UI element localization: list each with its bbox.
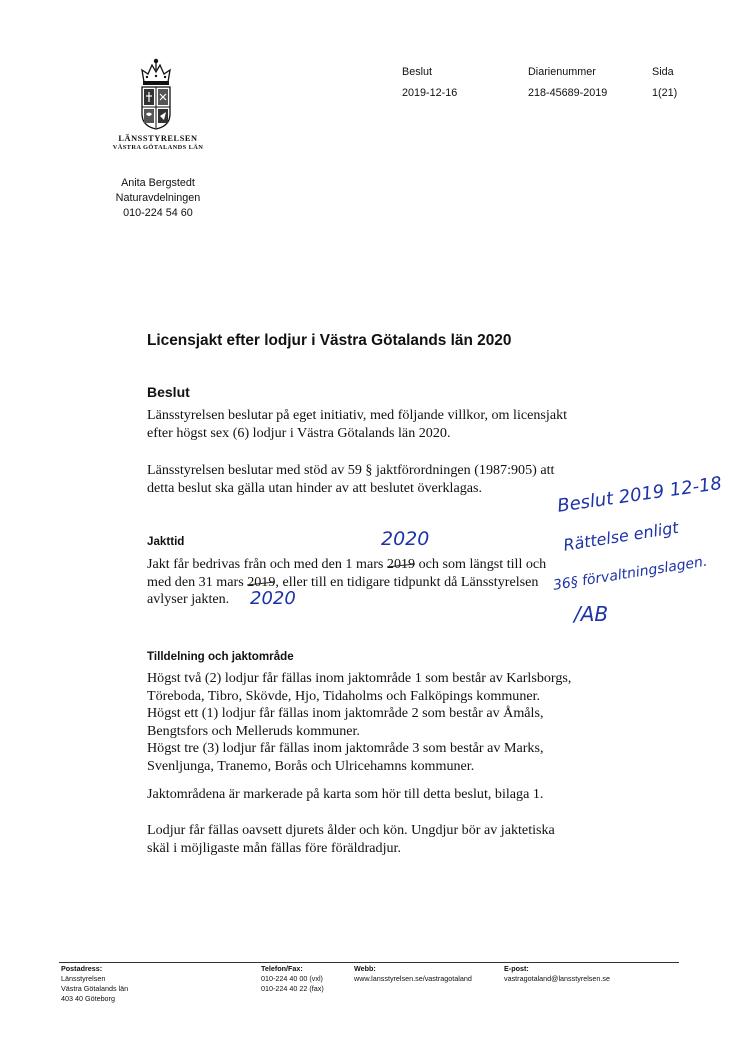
jakttid-paragraph: Jakt får bedrivas från och med den 1 mars 2019 och som längst till och med den 31 mars 2019, eller till en tidigare tidpunkt då Länsstyrelsen avlyser jakten. xyxy=(147,556,547,608)
handwritten-note-signature: /AB xyxy=(574,602,609,626)
doc-type-label: Beslut xyxy=(402,66,433,78)
struck-year-2: 2019 xyxy=(247,573,276,590)
footer-email: E-post: vastragotaland@lansstyrelsen.se xyxy=(504,964,610,983)
tilldelning-paragraph-1: Högst två (2) lodjur får fällas inom jaktområde 1 som består av Karlsborgs, Töreboda, Tibro, Skövde, Hjo, Tidaholms och Falköpings kommuner. Högst ett (1) lodjur får fällas inom jaktområde 2 som består av Åmåls, Bengtsfors och Melleruds kommuner. Högst tre (3) lodjur får fällas inom jaktområde 3 som består av Marks, Svenljunga, Tranemo, Borås och Ulricehamns kommuner. xyxy=(147,670,572,774)
footer-email-link[interactable]: vastragotaland@lansstyrelsen.se xyxy=(504,974,610,983)
diarienummer-label: Diarienummer xyxy=(528,66,596,78)
footer-web-link[interactable]: www.lansstyrelsen.se/vastragotaland xyxy=(354,974,472,983)
meta-doc-type xyxy=(402,65,457,101)
doc-date: 2019-12-16 xyxy=(402,87,458,99)
diarienummer-value: 218-45689-2019 xyxy=(528,87,608,99)
struck-year-1: 2019 xyxy=(386,556,416,572)
agency-name: LÄNSSTYRELSEN xyxy=(118,134,198,143)
footer-postal-address: Postadress: Länsstyrelsen Västra Götalands län 403 40 Göteborg xyxy=(61,964,129,1003)
contact-phone: 010-224 54 60 xyxy=(123,207,193,219)
meta-sida xyxy=(652,65,677,101)
beslut-paragraph-1: Länsstyrelsen beslutar på eget initiativ, med följande villkor, om licensjakt efter högst sex (6) lodjur i Västra Götalands län 2020. xyxy=(147,407,568,441)
tilldelning-paragraph-2: Jaktområdena är markerade på karta som hör till detta beslut, bilaga 1. xyxy=(147,786,544,802)
tilldelning-paragraph-3: Lodjur får fällas oavsett djurets ålder och kön. Ungdjur bör av jaktetiska skäl i möjligaste mån fällas före föräldradjur. xyxy=(147,822,555,856)
sida-label: Sida xyxy=(652,66,674,78)
handwritten-note-line-3: 36§ förvaltningslagen. xyxy=(552,553,709,594)
contact-name: Anita Bergstedt xyxy=(121,177,195,189)
tilldelning-heading: Tilldelning och jaktområde xyxy=(147,650,294,663)
handwritten-correction-1: 2020 xyxy=(381,528,430,550)
beslut-paragraph-2: Länsstyrelsen beslutar med stöd av 59 § jaktförordningen (1987:905) att detta beslut ska gälla utan hinder av att beslutet överklagas. xyxy=(147,462,555,496)
meta-diarienummer xyxy=(528,65,607,101)
footer-web: Webb: www.lansstyrelsen.se/vastragotaland xyxy=(354,964,472,983)
agency-name-block xyxy=(70,134,246,151)
handwritten-correction-2: 2020 xyxy=(250,588,296,609)
jakttid-heading: Jakttid xyxy=(147,535,185,548)
handwritten-note-line-2: Rättelse enligt xyxy=(562,517,680,555)
sida-value: 1(21) xyxy=(652,87,678,99)
agency-county: VÄSTRA GÖTALANDS LÄN xyxy=(112,144,204,151)
handwritten-note-line-1: Beslut 2019 12-18 xyxy=(556,472,724,517)
page-title: Licensjakt efter lodjur i Västra Götalands län 2020 xyxy=(147,332,512,349)
beslut-heading: Beslut xyxy=(147,384,190,400)
footer-divider xyxy=(59,962,679,963)
contact-department: Naturavdelningen xyxy=(115,192,201,204)
coat-of-arms-logo xyxy=(136,56,176,130)
contact-block xyxy=(90,176,226,221)
footer-phone-fax: Telefon/Fax: 010-224 40 00 (vxl) 010-224 40 22 (fax) xyxy=(261,964,324,993)
